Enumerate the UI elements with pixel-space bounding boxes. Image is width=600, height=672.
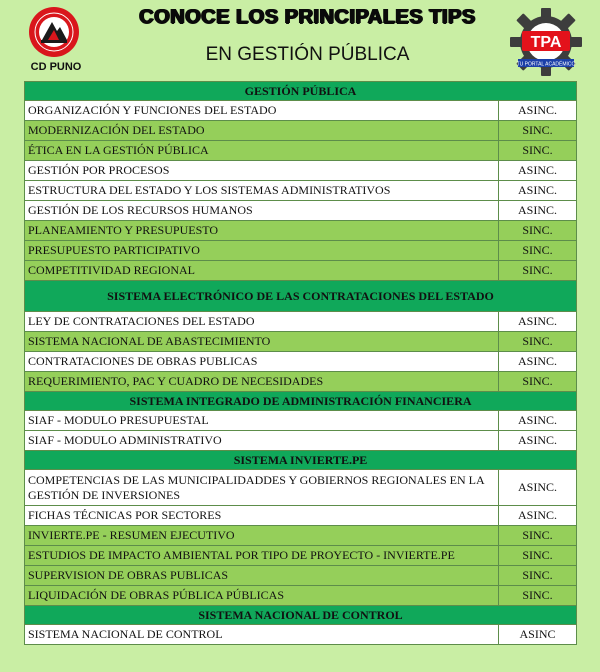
course-row <box>25 625 577 645</box>
course-row <box>25 201 577 221</box>
course-row <box>25 586 577 606</box>
course-modality: SINC. <box>498 261 576 281</box>
course-row <box>25 221 577 241</box>
course-name: LEY DE CONTRATACIONES DEL ESTADO <box>25 312 499 332</box>
course-name: SUPERVISION DE OBRAS PUBLICAS <box>25 566 499 586</box>
course-modality: SINC. <box>498 566 576 586</box>
course-row <box>25 101 577 121</box>
course-modality: SINC. <box>498 141 576 161</box>
course-row <box>25 261 577 281</box>
page-subtitle: EN GESTIÓN PÚBLICA <box>205 44 410 65</box>
section-title: SISTEMA NACIONAL DE CONTROL <box>25 606 577 625</box>
course-modality: SINC. <box>498 586 576 606</box>
course-row <box>25 352 577 372</box>
course-modality: SINC. <box>498 241 576 261</box>
course-row <box>25 161 577 181</box>
course-name: SISTEMA NACIONAL DE ABASTECIMIENTO <box>25 332 499 352</box>
course-name: COMPETENCIAS DE LAS MUNICIPALIDADDES Y GOBIERNOS REGIONALES EN LA GESTIÓN DE INVERSIONES <box>25 470 499 506</box>
course-row <box>25 332 577 352</box>
section-header-row <box>25 392 577 411</box>
course-modality: ASINC. <box>498 201 576 221</box>
course-name: ÉTICA EN LA GESTIÓN PÚBLICA <box>25 141 499 161</box>
course-modality: ASINC. <box>498 506 576 526</box>
course-name: GESTIÓN DE LOS RECURSOS HUMANOS <box>25 201 499 221</box>
tpa-gear-logo-icon <box>508 6 584 78</box>
course-row <box>25 470 577 506</box>
course-row <box>25 546 577 566</box>
course-modality: SINC. <box>498 526 576 546</box>
header <box>0 0 600 80</box>
course-modality: SINC. <box>498 221 576 241</box>
course-name: GESTIÓN POR PROCESOS <box>25 161 499 181</box>
course-row <box>25 506 577 526</box>
course-name: PLANEAMIENTO Y PRESUPUESTO <box>25 221 499 241</box>
section-title: SISTEMA ELECTRÓNICO DE LAS CONTRATACIONES DEL ESTADO <box>25 281 577 312</box>
tpa-logo-text: TPA <box>530 34 562 51</box>
course-row <box>25 181 577 201</box>
course-row <box>25 526 577 546</box>
section-header-row <box>25 281 577 312</box>
course-modality: ASINC. <box>498 431 576 451</box>
cd-puno-logo-icon <box>28 6 80 58</box>
course-name: ORGANIZACIÓN Y FUNCIONES DEL ESTADO <box>25 101 499 121</box>
course-name: SIAF - MODULO ADMINISTRATIVO <box>25 431 499 451</box>
course-name: ESTUDIOS DE IMPACTO AMBIENTAL POR TIPO DE PROYECTO - INVIERTE.PE <box>25 546 499 566</box>
course-row <box>25 411 577 431</box>
section-header-row <box>25 451 577 470</box>
course-name: COMPETITIVIDAD REGIONAL <box>25 261 499 281</box>
course-row <box>25 241 577 261</box>
course-name: FICHAS TÉCNICAS POR SECTORES <box>25 506 499 526</box>
course-name: CONTRATACIONES DE OBRAS PUBLICAS <box>25 352 499 372</box>
course-name: REQUERIMIENTO, PAC Y CUADRO DE NECESIDADES <box>25 372 499 392</box>
course-modality: ASINC <box>498 625 576 645</box>
course-modality: SINC. <box>498 121 576 141</box>
course-name: INVIERTE.PE - RESUMEN EJECUTIVO <box>25 526 499 546</box>
course-name: ESTRUCTURA DEL ESTADO Y LOS SISTEMAS ADMINISTRATIVOS <box>25 181 499 201</box>
course-row <box>25 312 577 332</box>
course-row <box>25 566 577 586</box>
course-modality: ASINC. <box>498 181 576 201</box>
course-row <box>25 372 577 392</box>
course-name: PRESUPUESTO PARTICIPATIVO <box>25 241 499 261</box>
course-name: SISTEMA NACIONAL DE CONTROL <box>25 625 499 645</box>
course-modality: SINC. <box>498 332 576 352</box>
course-modality: ASINC. <box>498 161 576 181</box>
course-name: MODERNIZACIÓN DEL ESTADO <box>25 121 499 141</box>
course-row <box>25 141 577 161</box>
course-name: SIAF - MODULO PRESUPUESTAL <box>25 411 499 431</box>
course-row <box>25 121 577 141</box>
course-modality: SINC. <box>498 546 576 566</box>
course-row <box>25 431 577 451</box>
page-title: CONOCE LOS PRINCIPALES TIPS <box>139 6 476 28</box>
section-title: SISTEMA INTEGRADO DE ADMINISTRACIÓN FINANCIERA <box>25 392 577 411</box>
courses-table <box>24 81 577 645</box>
section-title: SISTEMA INVIERTE.PE <box>25 451 577 470</box>
tpa-logo-tagline: TU PORTAL ACADÉMICO <box>516 61 576 68</box>
course-modality: ASINC. <box>498 101 576 121</box>
section-title: GESTIÓN PÚBLICA <box>25 82 577 101</box>
course-modality: ASINC. <box>498 470 576 506</box>
course-modality: SINC. <box>498 372 576 392</box>
course-modality: ASINC. <box>498 411 576 431</box>
section-header-row <box>25 82 577 101</box>
course-modality: ASINC. <box>498 352 576 372</box>
course-modality: ASINC. <box>498 312 576 332</box>
course-name: LIQUIDACIÓN DE OBRAS PÚBLICA PÚBLICAS <box>25 586 499 606</box>
cd-puno-label: CD PUNO <box>30 61 82 73</box>
section-header-row <box>25 606 577 625</box>
